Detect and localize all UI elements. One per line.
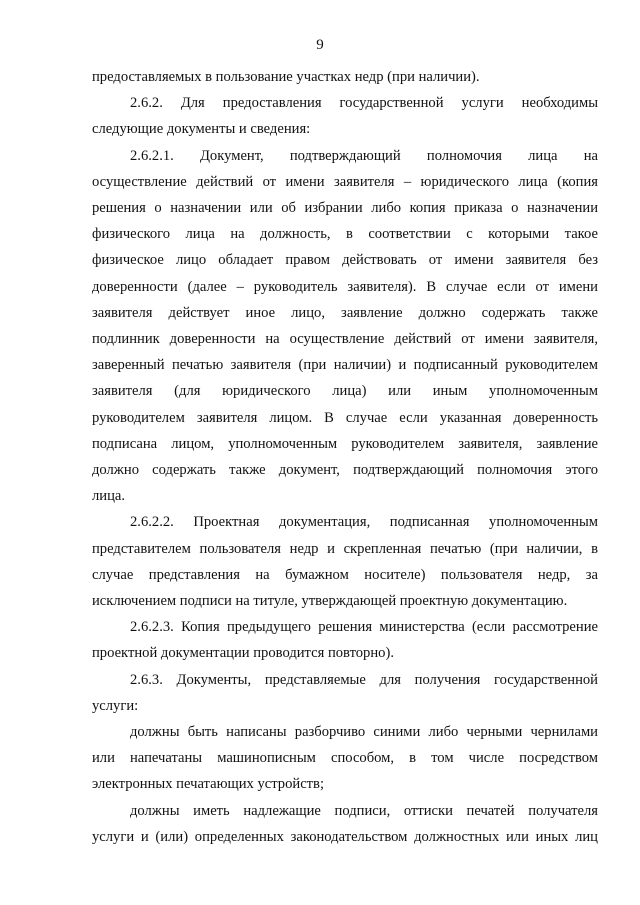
text-line: или напечатаны машинописным способом, в том числе посредством: [92, 750, 598, 767]
text-line: осуществление действий от имени заявителя – юридического лица (копия: [92, 173, 598, 190]
text-line: лица.: [92, 488, 126, 505]
paragraph-p-2-6-2-3: [92, 614, 598, 666]
paragraph-p-2-6-2-1: [92, 143, 598, 510]
page-number: 9: [316, 37, 324, 53]
document-body: [92, 64, 598, 850]
text-line: случае представления на бумажном носителе) пользователя недр, за: [92, 566, 598, 583]
text-line: предоставляемых в пользование участках недр (при наличии).: [92, 69, 480, 85]
text-line: 2.6.3. Документы, представляемые для получения государственной: [130, 671, 598, 688]
text-line: физическое лицо обладает правом действовать от имени заявителя без: [92, 252, 598, 269]
text-line: исключением подписи на титуле, утверждающей проектную документацию.: [92, 593, 568, 610]
text-line: заявителя (для юридического лица) или иным уполномоченным: [92, 383, 598, 400]
text-line: представителем пользователя недр и скрепленная печатью (при наличии, в: [92, 540, 598, 557]
text-line: должны иметь надлежащие подписи, оттиски печатей получателя: [130, 802, 598, 819]
paragraph-p-2-6-2: [92, 90, 598, 142]
text-line: подлинник доверенности на осуществление действий от имени заявителя,: [92, 331, 598, 348]
paragraph-p-cont: [92, 64, 598, 90]
text-line: услуги:: [92, 697, 139, 714]
text-line: доверенности (далее – руководитель заявителя). В случае если от имени: [92, 278, 598, 295]
text-line: 2.6.2.3. Копия предыдущего решения министерства (если рассмотрение: [130, 619, 598, 636]
text-line: физического лица на должность, в соответствии с которыми такое: [92, 226, 598, 243]
text-line: должны быть написаны разборчиво синими либо черными чернилами: [130, 724, 598, 741]
text-line: заверенный печатью заявителя (при наличии) и подписанный руководителем: [92, 357, 598, 374]
paragraph-p-signatures: [92, 798, 598, 850]
text-line: проектной документации проводится повторно).: [92, 645, 394, 662]
paragraph-p-handwritten: [92, 719, 598, 798]
text-line: следующие документы и сведения:: [92, 121, 311, 138]
text-line: электронных печатающих устройств;: [92, 776, 325, 793]
text-line: должно содержать также документ, подтверждающий полномочия этого: [92, 462, 598, 479]
text-line: заявителя действует иное лицо, заявление должно содержать также: [92, 304, 598, 321]
text-line: услуги и (или) определенных законодательством должностных или иных лиц: [92, 828, 598, 845]
text-line: подписана лицом, уполномоченным руководителем заявителя, заявление: [92, 435, 598, 452]
text-line: 2.6.2.1. Документ, подтверждающий полномочия лица на: [130, 147, 598, 164]
text-line: 2.6.2.2. Проектная документация, подписанная уполномоченным: [130, 514, 598, 531]
text-line: решения о назначении или об избрании либо копия приказа о назначении: [92, 200, 598, 217]
paragraph-p-2-6-2-2: [92, 509, 598, 614]
paragraph-p-2-6-3: [92, 667, 598, 719]
text-line: 2.6.2. Для предоставления государственной услуги необходимы: [130, 95, 598, 112]
text-line: руководителем заявителя лицом. В случае если указанная доверенность: [92, 409, 598, 426]
